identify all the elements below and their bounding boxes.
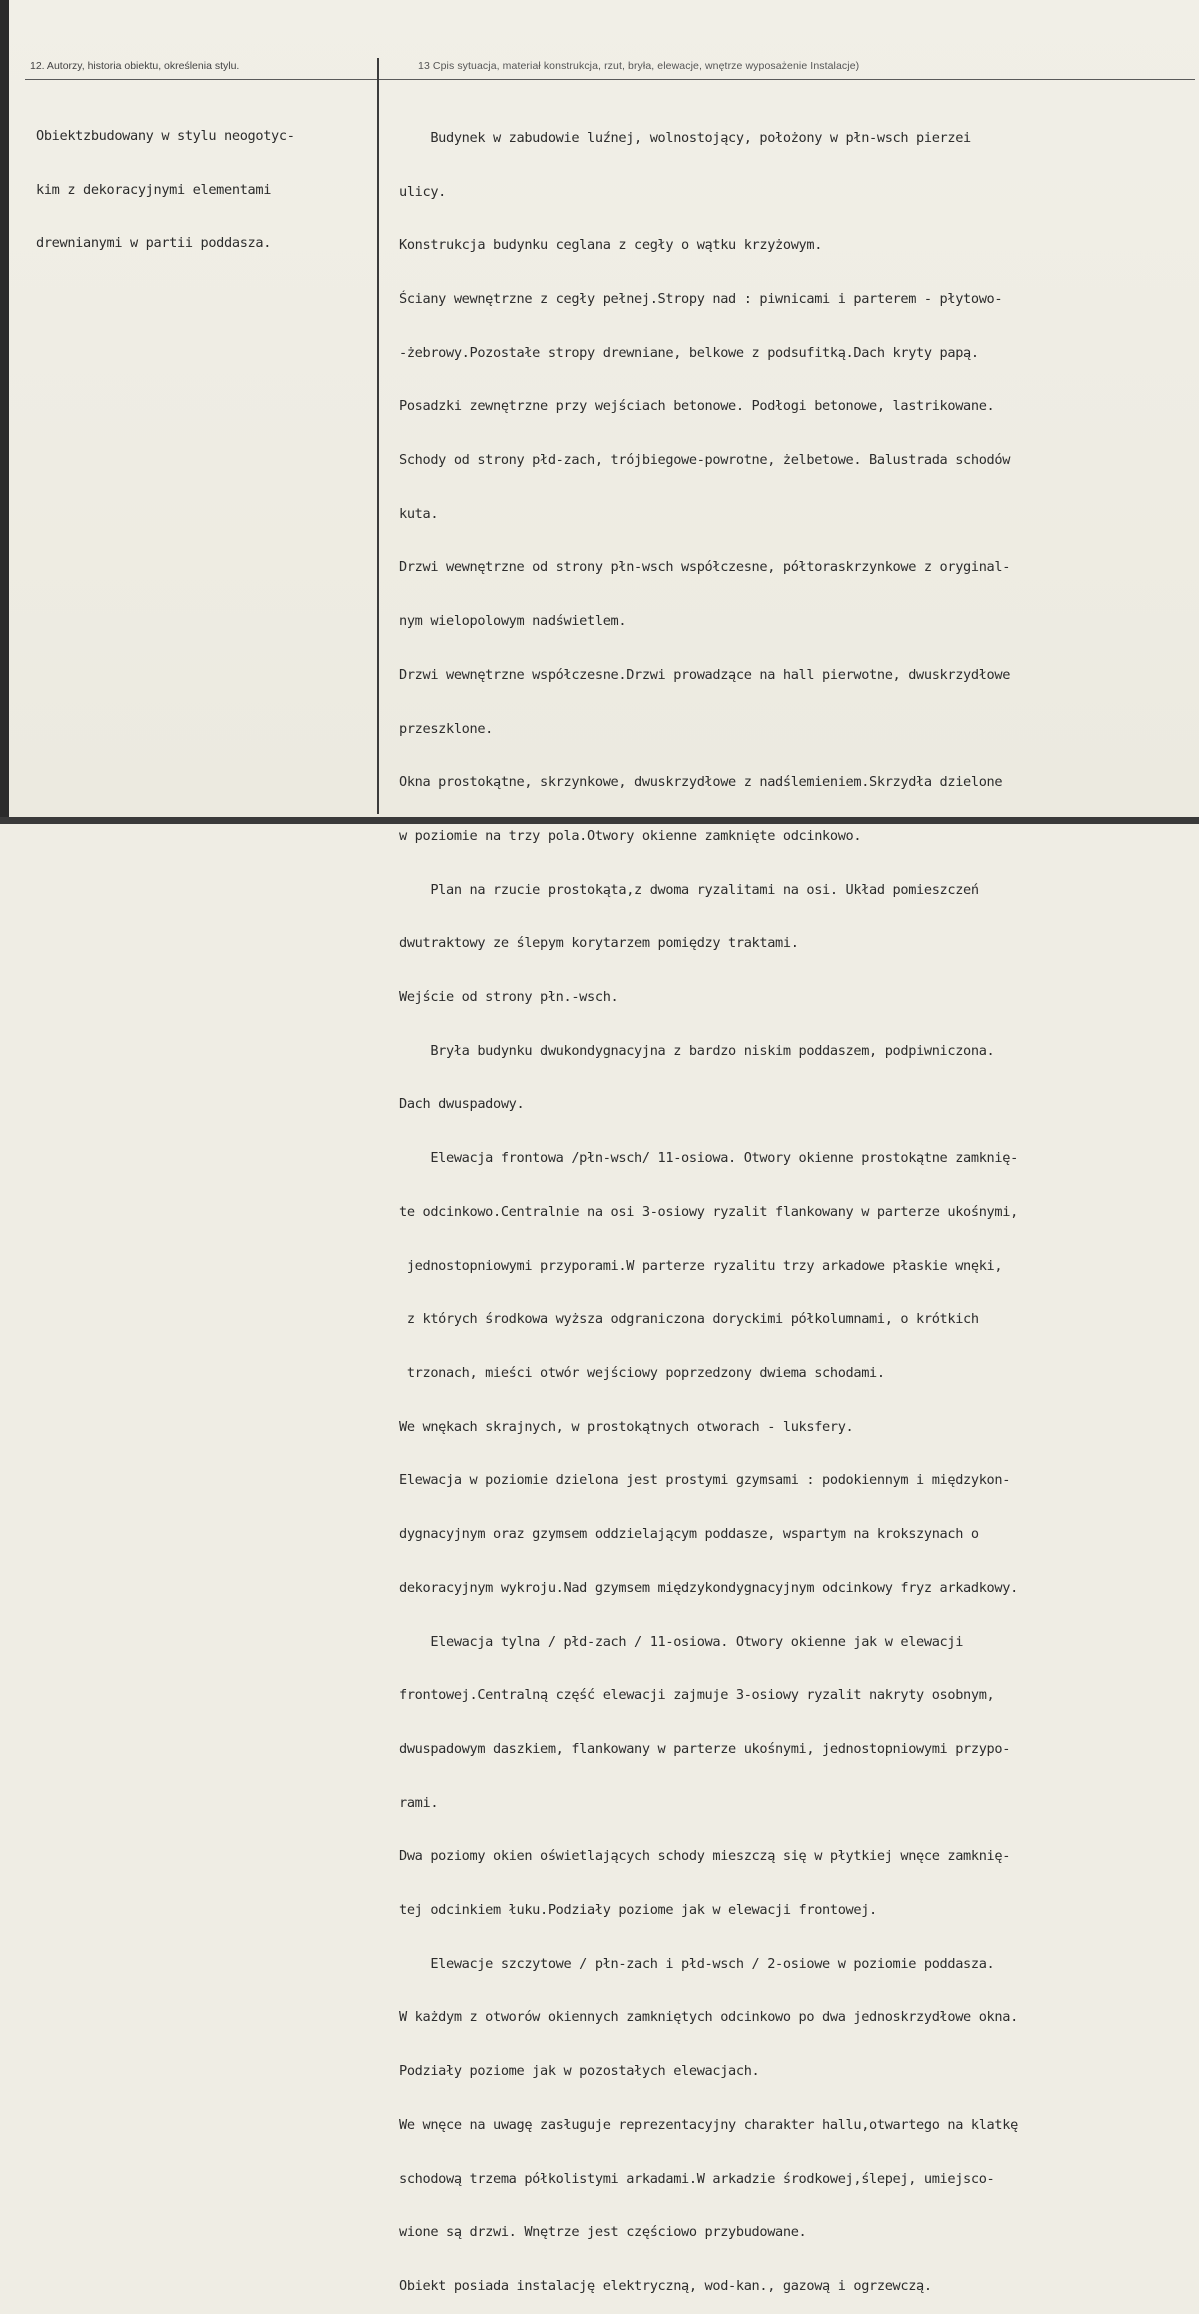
- right-line: -żebrowy.Pozostałe stropy drewniane, belkowe z podsufitką.Dach kryty papą.: [399, 344, 979, 361]
- right-line: dekoracyjnym wykroju.Nad gzymsem międzykondygnacyjnym odcinkowy fryz arkadkowy.: [399, 1579, 1018, 1596]
- left-line: Obiektzbudowany w stylu neogotyc-: [36, 127, 295, 144]
- right-line: Budynek w zabudowie luźnej, wolnostojący, położony w płn-wsch pierzei: [399, 129, 971, 146]
- right-line: Wejście od strony płn.-wsch.: [399, 989, 619, 1006]
- right-line: rami.: [399, 1794, 439, 1811]
- right-line: dwutraktowy ze ślepym korytarzem pomiędzy traktami.: [399, 935, 799, 952]
- right-line: Dwa poziomy okien oświetlających schody mieszczą się w płytkiej wnęce zamknię-: [399, 1848, 1011, 1865]
- right-line: Drzwi wewnętrzne od strony płn-wsch współczesne, półtoraskrzynkowe z oryginal-: [399, 559, 1011, 576]
- scan-edge-left: [0, 0, 9, 824]
- right-line: kuta.: [399, 505, 439, 522]
- right-line: nym wielopolowym nadświetlem.: [399, 613, 627, 630]
- right-column-text: [399, 94, 1018, 2314]
- right-line: Elewacja frontowa /płn-wsch/ 11-osiowa. Otwory okienne prostokątne zamknię-: [399, 1150, 1018, 1167]
- right-line: dygnacyjnym oraz gzymsem oddzielającym poddasze, wspartym na krokszynach o: [399, 1526, 979, 1543]
- right-line: dwuspadowym daszkiem, flankowany w parterze ukośnymi, jednostopniowymi przypo-: [399, 1740, 1011, 1757]
- right-line: te odcinkowo.Centralnie na osi 3-osiowy ryzalit flankowany w parterze ukośnymi,: [399, 1203, 1018, 1220]
- right-line: tej odcinkiem łuku.Podziały poziome jak w elewacji frontowej.: [399, 1902, 877, 1919]
- right-line: Konstrukcja budynku ceglana z cegły o wątku krzyżowym.: [399, 237, 823, 254]
- right-line: jednostopniowymi przyporami.W parterze ryzalitu trzy arkadowe płaskie wnęki,: [399, 1257, 1003, 1274]
- header-rule: [25, 79, 1195, 80]
- right-line: Podziały poziome jak w pozostałych elewacjach.: [399, 2063, 760, 2080]
- right-line: We wnęce na uwagę zasługuje reprezentacyjny charakter hallu,otwartego na klatkę: [399, 2116, 1018, 2133]
- right-line: We wnękach skrajnych, w prostokątnych otworach - luksfery.: [399, 1418, 854, 1435]
- right-line: ulicy.: [399, 183, 447, 200]
- section-12-header: 12. Autorzy, historia obiektu, określenia stylu.: [30, 60, 240, 72]
- right-line: Elewacje szczytowe / płn-zach i płd-wsch / 2-osiowe w poziomie poddasza.: [399, 1955, 995, 1972]
- right-line: schodową trzema półkolistymi arkadami.W arkadzie środkowej,ślepej, umiejsco-: [399, 2170, 995, 2187]
- right-line: frontowej.Centralną część elewacji zajmuje 3-osiowy ryzalit nakryty osobnym,: [399, 1687, 995, 1704]
- right-line: trzonach, mieści otwór wejściowy poprzedzony dwiema schodami.: [399, 1364, 885, 1381]
- column-divider: [377, 58, 379, 814]
- right-line: przeszklone.: [399, 720, 494, 737]
- right-line: Ściany wewnętrzne z cegły pełnej.Stropy nad : piwnicami i parterem - płytowo-: [399, 290, 1003, 307]
- left-column-text: [36, 92, 295, 271]
- right-line: w poziomie na trzy pola.Otwory okienne zamknięte odcinkowo.: [399, 827, 862, 844]
- right-line: Bryła budynku dwukondygnacyjna z bardzo niskim poddaszem, podpiwniczona.: [399, 1042, 995, 1059]
- right-line: Okna prostokątne, skrzynkowe, dwuskrzydłowe z nadślemieniem.Skrzydła dzielone: [399, 774, 1003, 791]
- right-line: Dach dwuspadowy.: [399, 1096, 525, 1113]
- right-line: z których środkowa wyższa odgraniczona doryckimi półkolumnami, o krótkich: [399, 1311, 979, 1328]
- right-line: W każdym z otworów okiennych zamkniętych odcinkowo po dwa jednoskrzydłowe okna.: [399, 2009, 1018, 2026]
- left-line: drewnianymi w partii poddasza.: [36, 235, 272, 252]
- right-line: Posadzki zewnętrzne przy wejściach betonowe. Podłogi betonowe, lastrikowane.: [399, 398, 995, 415]
- right-line: Elewacja tylna / płd-zach / 11-osiowa. Otwory okienne jak w elewacji: [399, 1633, 964, 1650]
- right-line: Obiekt posiada instalację elektryczną, wod-kan., gazową i ogrzewczą.: [399, 2277, 932, 2294]
- right-line: wione są drzwi. Wnętrze jest częściowo przybudowane.: [399, 2224, 807, 2241]
- section-13-header: 13 Cpis sytuacja, materiał konstrukcja, rzut, bryła, elewacje, wnętrze wyposażenie Instalacje): [418, 60, 860, 72]
- right-line: Drzwi wewnętrzne współczesne.Drzwi prowadzące na hall pierwotne, dwuskrzydłowe: [399, 666, 1011, 683]
- left-line: kim z dekoracyjnymi elementami: [36, 181, 272, 198]
- right-line: Schody od strony płd-zach, trójbiegowe-powrotne, żelbetowe. Balustrada schodów: [399, 452, 1011, 469]
- right-line: Elewacja w poziomie dzielona jest prostymi gzymsami : podokiennym i międzykon-: [399, 1472, 1011, 1489]
- right-line: Plan na rzucie prostokąta,z dwoma ryzalitami na osi. Układ pomieszczeń: [399, 881, 979, 898]
